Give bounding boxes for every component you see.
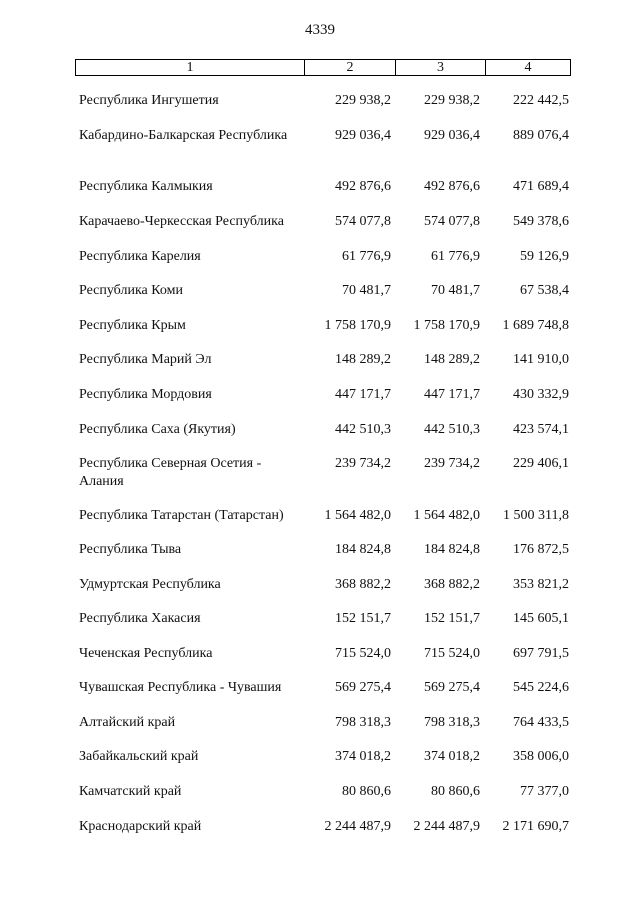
value-col-2: 442 510,3 — [335, 422, 391, 437]
value-col-2: 70 481,7 — [342, 283, 391, 298]
region-name: Республика Марий Эл — [79, 352, 212, 367]
value-col-2: 447 171,7 — [335, 387, 391, 402]
value-col-2: 368 882,2 — [335, 577, 391, 592]
value-col-3: 229 938,2 — [424, 93, 480, 108]
value-col-4: 423 574,1 — [513, 422, 569, 437]
region-name: Карачаево-Черкесская Республика — [79, 214, 284, 229]
page-number: 4339 — [305, 22, 335, 38]
value-col-3: 798 318,3 — [424, 715, 480, 730]
value-col-2: 715 524,0 — [335, 646, 391, 661]
value-col-4: 1 500 311,8 — [503, 508, 569, 523]
column-header-1: 1 — [76, 60, 305, 75]
value-col-2: 1 758 170,9 — [324, 318, 391, 333]
value-col-2: 374 018,2 — [335, 749, 391, 764]
region-name: Забайкальский край — [79, 749, 199, 764]
value-col-4: 697 791,5 — [513, 646, 569, 661]
value-col-2: 61 776,9 — [342, 249, 391, 264]
column-header-2: 2 — [305, 60, 396, 75]
value-col-4: 176 872,5 — [513, 542, 569, 557]
region-name: Республика Татарстан (Татарстан) — [79, 508, 284, 523]
value-col-2: 239 734,2 — [335, 456, 391, 471]
value-col-3: 715 524,0 — [424, 646, 480, 661]
value-col-4: 59 126,9 — [520, 249, 569, 264]
value-col-3: 374 018,2 — [424, 749, 480, 764]
region-name: Республика Крым — [79, 318, 186, 333]
region-name: Чеченская Республика — [79, 646, 213, 661]
value-col-4: 145 605,1 — [513, 611, 569, 626]
value-col-4: 222 442,5 — [513, 93, 569, 108]
value-col-2: 152 151,7 — [335, 611, 391, 626]
region-name: Республика Ингушетия — [79, 93, 219, 108]
value-col-3: 152 151,7 — [424, 611, 480, 626]
value-col-2: 2 244 487,9 — [324, 819, 391, 834]
value-col-3: 574 077,8 — [424, 214, 480, 229]
value-col-4: 549 378,6 — [513, 214, 569, 229]
value-col-3: 929 036,4 — [424, 128, 480, 143]
value-col-4: 545 224,6 — [513, 680, 569, 695]
region-name: Республика Мордовия — [79, 387, 212, 402]
region-name: Республика Тыва — [79, 542, 182, 557]
value-col-3: 569 275,4 — [424, 680, 480, 695]
value-col-3: 2 244 487,9 — [413, 819, 480, 834]
column-header-3: 3 — [396, 60, 486, 75]
value-col-3: 447 171,7 — [424, 387, 480, 402]
value-col-3: 184 824,8 — [424, 542, 480, 557]
value-col-3: 1 758 170,9 — [413, 318, 480, 333]
value-col-4: 1 689 748,8 — [502, 318, 569, 333]
region-name: Республика Северная Осетия - Алания — [79, 456, 262, 489]
value-col-2: 80 860,6 — [342, 784, 391, 799]
value-col-2: 229 938,2 — [335, 93, 391, 108]
value-col-2: 184 824,8 — [335, 542, 391, 557]
value-col-4: 358 006,0 — [513, 749, 569, 764]
region-name: Республика Саха (Якутия) — [79, 422, 236, 437]
column-header-4: 4 — [524, 60, 532, 75]
value-col-2: 929 036,4 — [335, 128, 391, 143]
region-name: Камчатский край — [79, 784, 182, 799]
region-name: Республика Хакасия — [79, 611, 201, 626]
value-col-3: 61 776,9 — [431, 249, 480, 264]
value-col-2: 569 275,4 — [335, 680, 391, 695]
region-name: Республика Коми — [79, 283, 183, 298]
region-name: Чувашская Республика - Чувашия — [79, 680, 282, 695]
region-name: Краснодарский край — [79, 819, 202, 834]
value-col-3: 442 510,3 — [424, 422, 480, 437]
value-col-3: 80 860,6 — [431, 784, 480, 799]
value-col-4: 229 406,1 — [513, 456, 569, 471]
value-col-4: 889 076,4 — [513, 128, 569, 143]
value-col-2: 798 318,3 — [335, 715, 391, 730]
value-col-3: 239 734,2 — [424, 456, 480, 471]
region-name: Республика Калмыкия — [79, 179, 213, 194]
value-col-3: 148 289,2 — [424, 352, 480, 367]
value-col-4: 353 821,2 — [513, 577, 569, 592]
region-name: Удмуртская Республика — [79, 577, 221, 592]
value-col-2: 574 077,8 — [335, 214, 391, 229]
value-col-4: 471 689,4 — [513, 179, 569, 194]
value-col-2: 148 289,2 — [335, 352, 391, 367]
region-name: Алтайский край — [79, 715, 176, 730]
value-col-4: 430 332,9 — [513, 387, 569, 402]
value-col-4: 67 538,4 — [520, 283, 569, 298]
value-col-4: 2 171 690,7 — [502, 819, 569, 834]
value-col-3: 70 481,7 — [431, 283, 480, 298]
value-col-3: 1 564 482,0 — [413, 508, 480, 523]
region-name: Республика Карелия — [79, 249, 201, 264]
value-col-3: 368 882,2 — [424, 577, 480, 592]
column-header-row — [75, 59, 571, 76]
value-col-3: 492 876,6 — [424, 179, 480, 194]
value-col-4: 141 910,0 — [513, 352, 569, 367]
value-col-2: 492 876,6 — [335, 179, 391, 194]
value-col-2: 1 564 482,0 — [324, 508, 391, 523]
region-name: Кабардино-Балкарская Республика — [79, 128, 288, 143]
value-col-4: 77 377,0 — [520, 784, 569, 799]
value-col-4: 764 433,5 — [513, 715, 569, 730]
